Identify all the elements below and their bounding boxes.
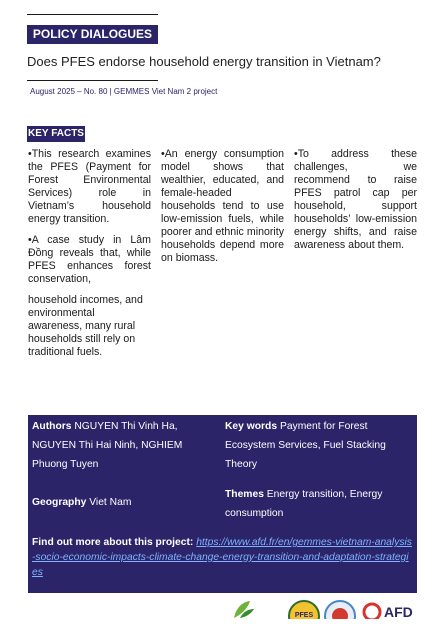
keywords-value: Payment for Forest Ecosystem Services, Fuel Stacking Theory — [225, 421, 386, 470]
svg-text:AFD: AFD — [384, 604, 413, 619]
keywords-block — [225, 417, 405, 474]
authors-value: NGUYEN Thi Vinh Ha, NGUYEN Thi Hai Ninh, NGHIEM Phuong Tuyen — [32, 421, 183, 470]
series-label: POLICY DIALOGUES — [27, 25, 158, 44]
svg-text:PFES: PFES — [294, 612, 314, 619]
keywords-label: Key words — [225, 421, 278, 432]
themes-value: Energy transition, Energy consumption — [225, 489, 383, 519]
key-fact-2: •A case study in Lâm Đồng reveals that, while PFES enhances forest conservation, — [28, 234, 151, 285]
project-link[interactable]: https://www.afd.fr/en/gemmes-vietnam-analysis-socio-economic-impacts-climate-change-energy-transition-and-adaptation-strategies — [32, 537, 412, 578]
title-rule — [27, 80, 158, 81]
themes-label: Themes — [225, 489, 264, 500]
more-info-block — [32, 535, 412, 580]
key-facts-col3 — [294, 148, 417, 260]
key-facts-col1 — [28, 148, 151, 367]
authors-label: Authors — [32, 421, 72, 432]
key-fact-2-cont: household incomes, and environmental awareness, many rural households still rely on traditional fuels. — [28, 294, 143, 358]
key-fact-3: •An energy consumption model shows that wealthier, educated, and female-headed households tend to use low-emission fuels, while poorer and ethnic minority households depend more on biomass. — [161, 148, 284, 264]
afd-logo — [362, 600, 422, 619]
page-title: Does PFES endorse household energy transition in Vietnam? — [27, 54, 381, 69]
authors-block — [32, 417, 212, 474]
key-facts-col2 — [161, 148, 284, 273]
key-fact-4: •To address these challenges, we recommend to raise PFES patrol cap per household, support households’ low-emission energy shifts, and raise awareness about them. — [294, 148, 417, 251]
pfes-logo — [288, 600, 320, 619]
geography-block — [32, 493, 212, 512]
leaf-logo — [228, 598, 258, 619]
geography-value: Viet Nam — [89, 497, 132, 508]
geography-label: Geography — [32, 497, 87, 508]
top-rule — [27, 14, 158, 15]
key-fact-1: •This research examines the PFES (Payment for Forest Environmental Services) role in Vietnam’s household energy transition. — [28, 148, 151, 225]
themes-block — [225, 485, 410, 523]
issue-meta: August 2025 – No. 80 | GEMMES Viet Nam 2 project — [30, 87, 218, 96]
key-facts-label: KEY FACTS — [27, 126, 85, 142]
more-info-label: Find out more about this project: — [32, 537, 194, 548]
info-panel — [28, 415, 417, 593]
seal-logo — [323, 600, 357, 619]
